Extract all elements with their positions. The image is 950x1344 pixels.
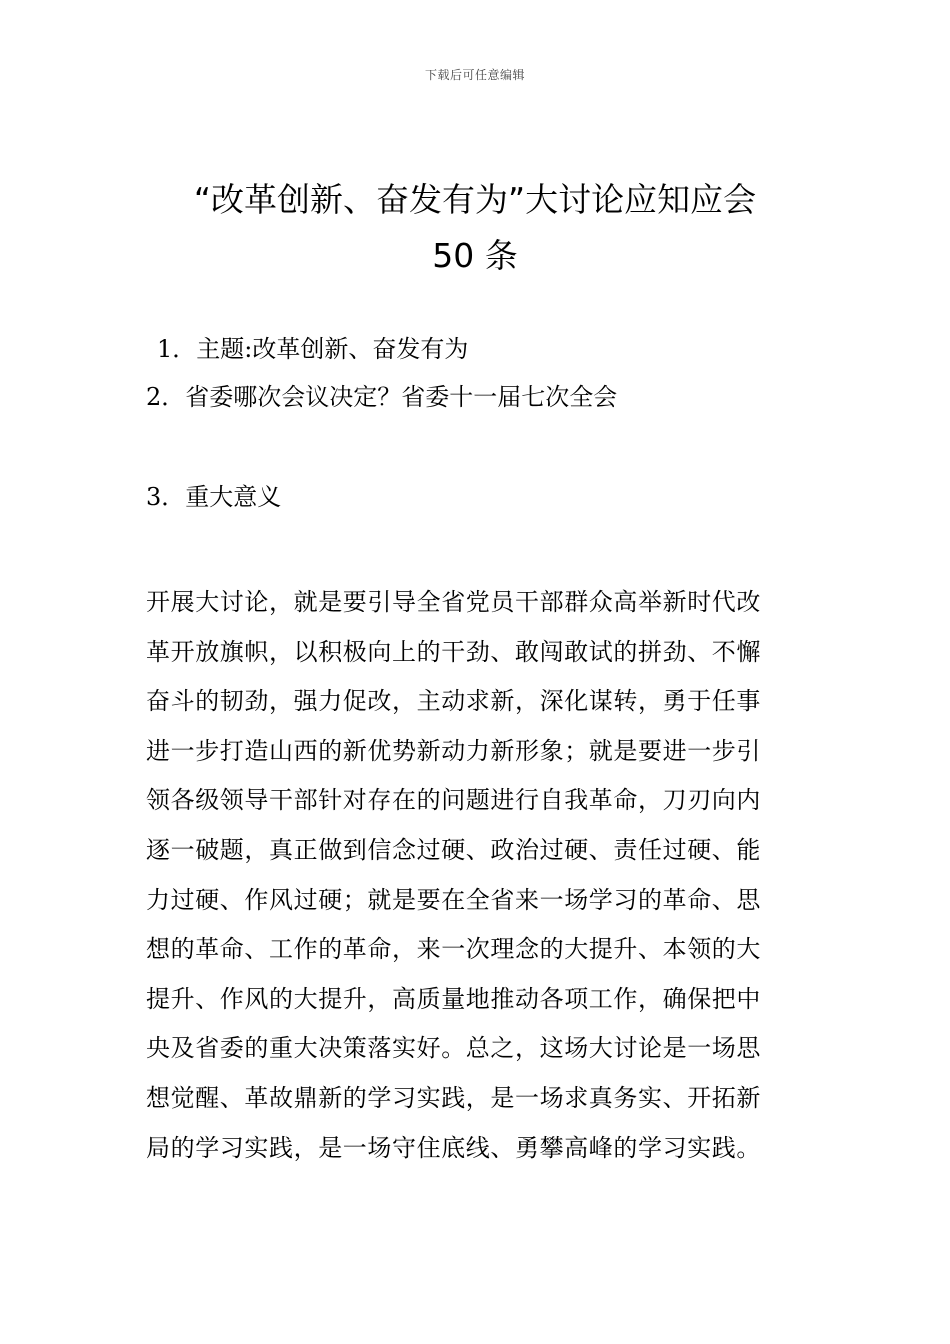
paragraph-line: 央及省委的重大决策落实好。总之，这场大讨论是一场思 <box>146 1034 761 1063</box>
paragraph-line: 革开放旗帜，以积极向上的干劲、敢闯敢试的拼劲、不懈 <box>146 637 761 666</box>
paragraph-line: 想觉醒、革故鼎新的学习实践，是一场求真务实、开拓新 <box>146 1083 761 1112</box>
title-line-1: “改革创新、奋发有为”大讨论应知应会 <box>193 180 757 219</box>
paragraph-line: 提升、作风的大提升，高质量地推动各项工作，确保把中 <box>146 984 761 1013</box>
document-title <box>0 172 950 284</box>
paragraph-line: 开展大讨论，就是要引导全省党员干部群众高举新时代改 <box>146 588 761 616</box>
paragraph-line: 想的革命、工作的革命，来一次理念的大提升、本领的大 <box>146 935 761 964</box>
title-line-2: 50 条 <box>432 236 518 275</box>
header-note: 下载后可任意编辑 <box>424 68 525 82</box>
item-2-meeting: 2．省委哪次会议决定？省委十一届七次全会 <box>146 383 618 411</box>
paragraph-line: 领各级领导干部针对存在的问题进行自我革命，刀刃向内 <box>146 786 761 815</box>
paragraph-line: 逐一破题，真正做到信念过硬、政治过硬、责任过硬、能 <box>146 835 761 864</box>
significance-paragraph <box>146 578 816 1173</box>
item-3-significance: 3．重大意义 <box>146 483 282 511</box>
paragraph-line: 奋斗的韧劲，强力促改，主动求新，深化谋转，勇于任事 <box>146 687 761 716</box>
paragraph-line: 局的学习实践，是一场守住底线、勇攀高峰的学习实践。 <box>146 1133 761 1162</box>
paragraph-line: 进一步打造山西的新优势新动力新形象；就是要进一步引 <box>146 736 761 765</box>
paragraph-line: 力过硬、作风过硬；就是要在全省来一场学习的革命、思 <box>146 885 761 914</box>
item-1-theme: 1．主题:改革创新、奋发有为 <box>157 335 469 363</box>
